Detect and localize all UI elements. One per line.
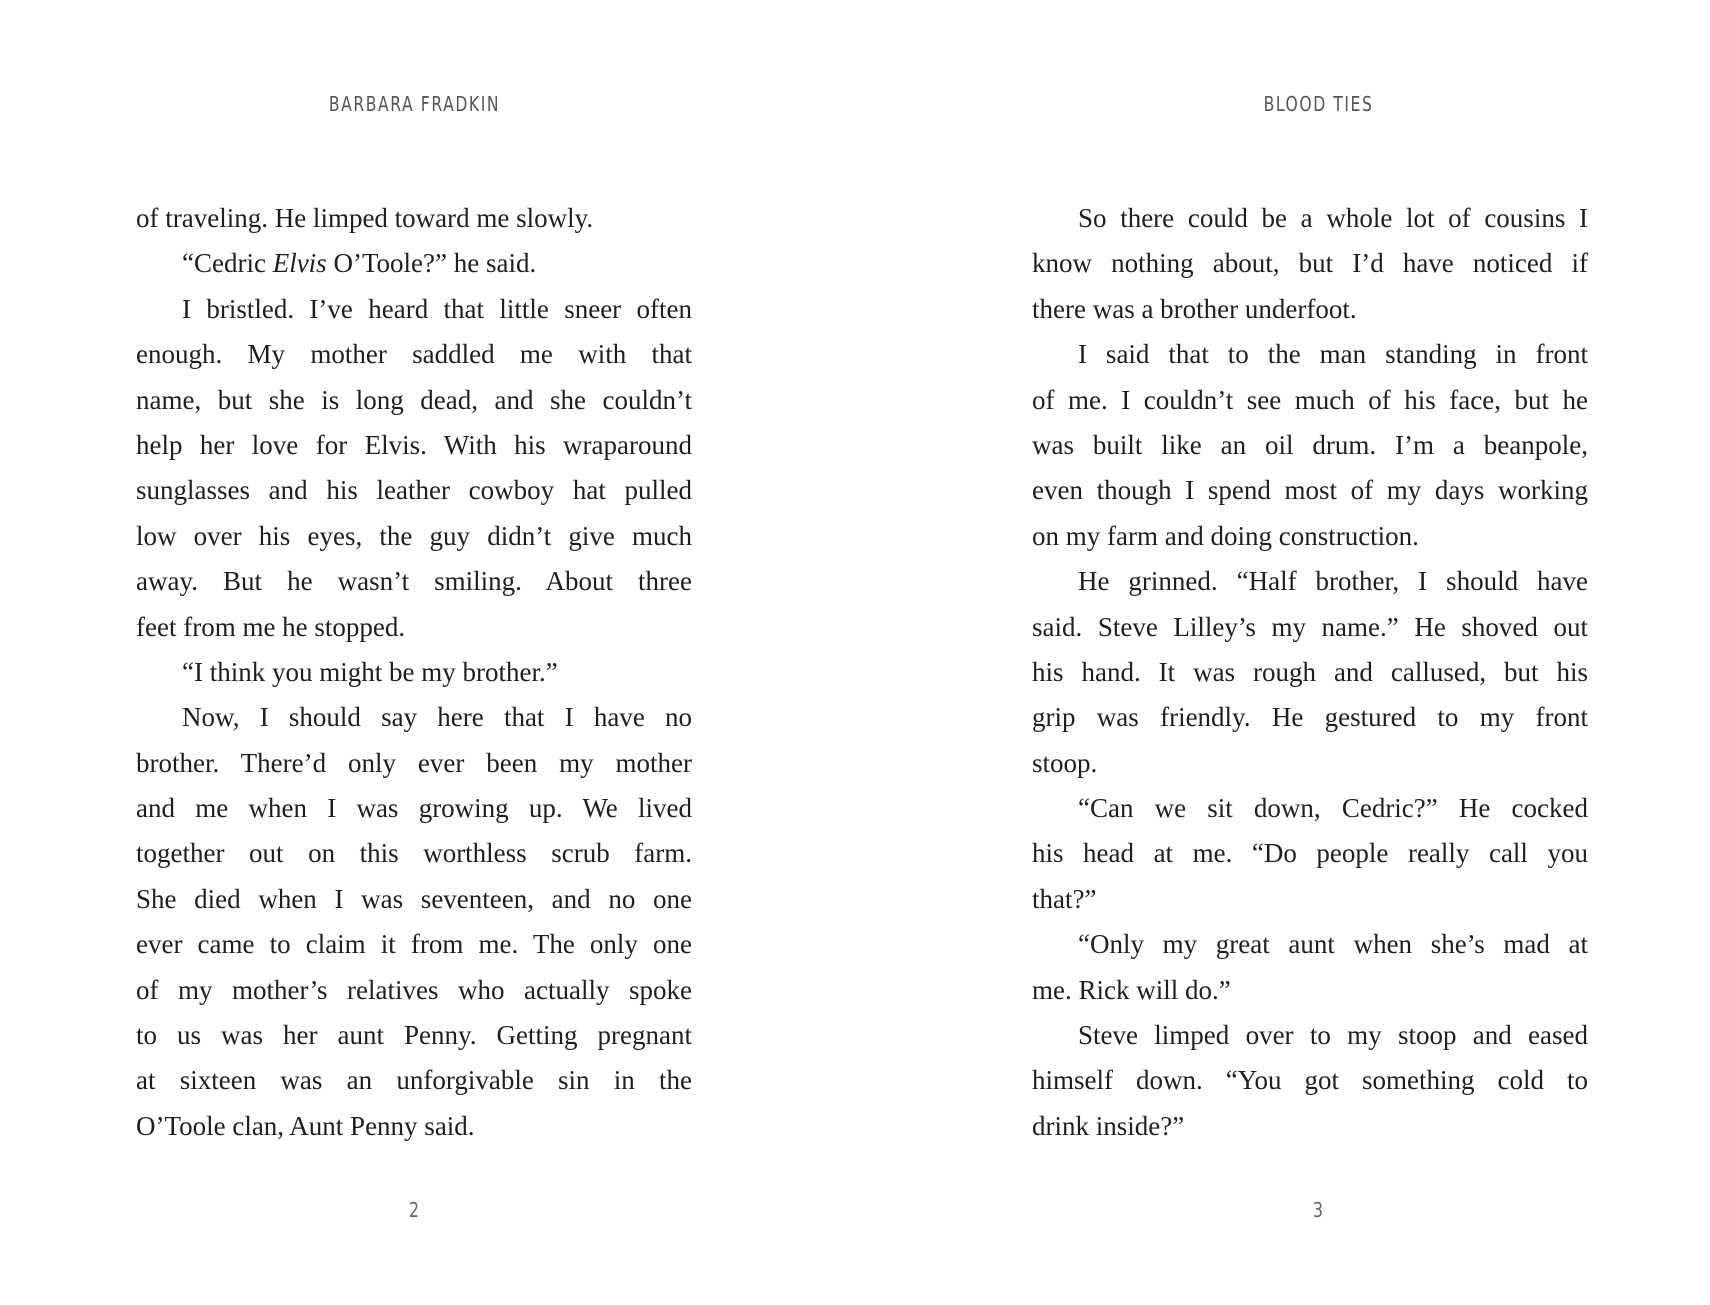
text-line: I bristled. I’ve heard that little sneer often <box>182 293 692 324</box>
right-page-body <box>1032 196 1588 1149</box>
text-run: O’Toole?” he said. <box>326 248 537 279</box>
text-line: He grinned. “Half brother, I should have <box>1078 566 1588 597</box>
text-line: I said that to the man standing in front <box>1078 339 1588 370</box>
text-line <box>136 241 692 286</box>
page-number-left: 2 <box>408 1198 420 1222</box>
text-line: drink inside?” <box>1032 1110 1185 1141</box>
text-run: “Cedric <box>182 248 273 279</box>
text-line: Steve limped over to my stoop and eased <box>1078 1020 1588 1051</box>
text-line: ever came to claim it from me. The only one <box>136 929 692 960</box>
text-line: of my mother’s relatives who actually spoke <box>136 974 692 1005</box>
text-line: even though I spend most of my days working <box>1032 475 1588 506</box>
running-head-title: BLOOD TIES <box>1263 92 1374 116</box>
text-line: stoop. <box>1032 747 1098 778</box>
text-line: feet from me he stopped. <box>136 611 406 642</box>
text-line: sunglasses and his leather cowboy hat pulled <box>136 475 692 506</box>
text-line: She died when I was seventeen, and no one <box>136 883 692 914</box>
text-line: name, but she is long dead, and she couldn’t <box>136 384 692 415</box>
text-line: there was a brother underfoot. <box>1032 293 1357 324</box>
text-line: brother. There’d only ever been my mother <box>136 747 692 778</box>
text-line: his head at me. “Do people really call you <box>1032 838 1588 869</box>
text-line: of traveling. He limped toward me slowly. <box>136 203 594 233</box>
text-line: enough. My mother saddled me with that <box>136 339 692 370</box>
text-line: me. Rick will do.” <box>1032 974 1231 1005</box>
text-line: said. Steve Lilley’s my name.” He shoved out <box>1032 611 1588 642</box>
text-line: grip was friendly. He gestured to my front <box>1032 702 1588 733</box>
text-line: know nothing about, but I’d have noticed if <box>1032 248 1588 279</box>
text-line: “I think you might be my brother.” <box>182 656 558 687</box>
text-line: himself down. “You got something cold to <box>1032 1065 1588 1096</box>
right-page <box>855 0 1710 1305</box>
text-line: and me when I was growing up. We lived <box>136 793 692 824</box>
text-line: “Can we sit down, Cedric?” He cocked <box>1078 793 1588 824</box>
text-line: on my farm and doing construction. <box>1032 520 1419 551</box>
page-number-right: 3 <box>1312 1198 1324 1222</box>
text-line: “Only my great aunt when she’s mad at <box>1078 929 1588 960</box>
left-page-body <box>136 196 692 1149</box>
text-line: to us was her aunt Penny. Getting pregnant <box>136 1020 692 1051</box>
text-line: help her love for Elvis. With his wraparound <box>136 429 692 460</box>
text-line: at sixteen was an unforgivable sin in the <box>136 1065 692 1096</box>
text-line: low over his eyes, the guy didn’t give much <box>136 520 692 551</box>
text-line: together out on this worthless scrub farm. <box>136 838 692 869</box>
text-line: that?” <box>1032 883 1097 914</box>
text-line: of me. I couldn’t see much of his face, but he <box>1032 384 1588 415</box>
text-line: away. But he wasn’t smiling. About three <box>136 566 692 597</box>
text-line: O’Toole clan, Aunt Penny said. <box>136 1110 475 1141</box>
running-head-author: BARBARA FRADKIN <box>328 92 501 116</box>
text-line: his hand. It was rough and callused, but his <box>1032 656 1588 687</box>
text-line: So there could be a whole lot of cousins I <box>1078 203 1588 233</box>
text-line: was built like an oil drum. I’m a beanpole, <box>1032 429 1588 460</box>
text-line: Now, I should say here that I have no <box>182 702 692 733</box>
italic-text-run: Elvis <box>272 248 327 279</box>
